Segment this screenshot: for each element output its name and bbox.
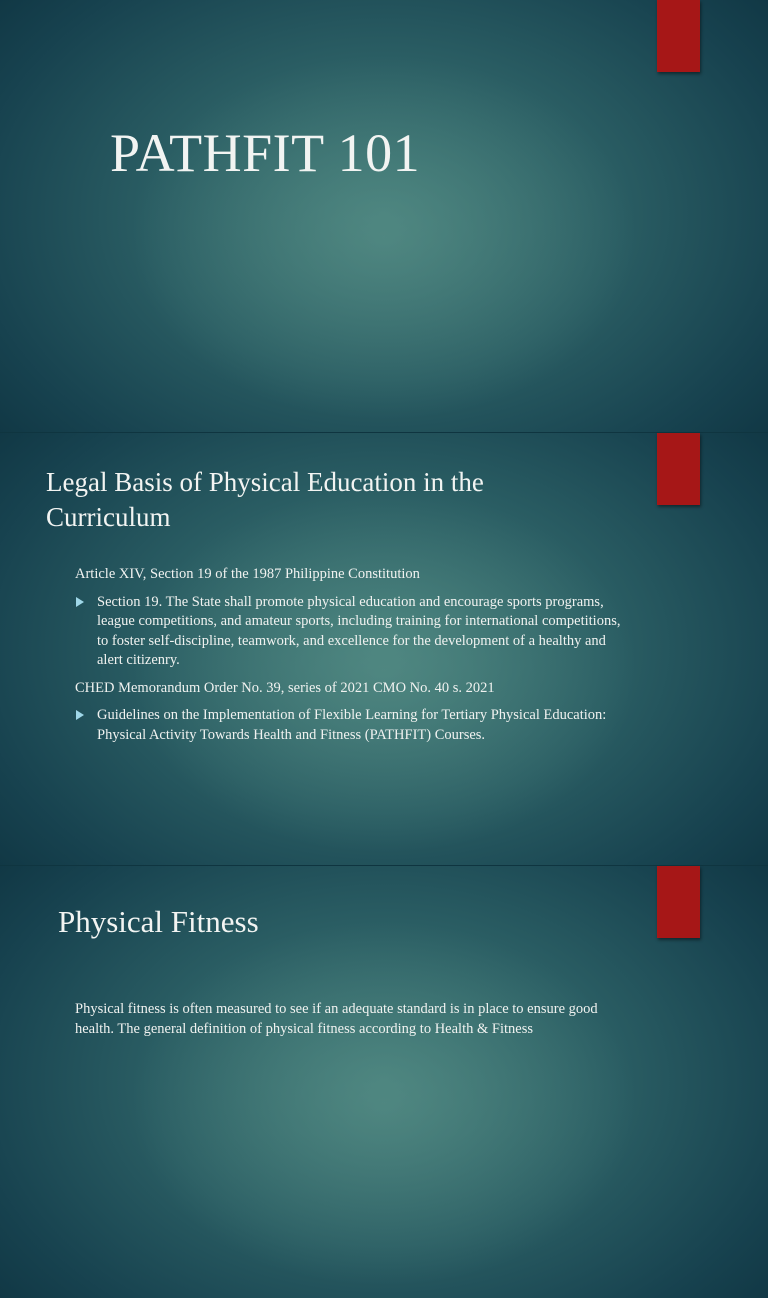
slide-2	[0, 433, 768, 865]
accent-bar	[657, 433, 700, 505]
bullet-text: Section 19. The State shall promote physical education and encourage sports programs, league competitions, and amateur sports, including training for international competitions, to foster self-discipline, teamwork, and excellence for the development of a healthy and alert citizenry.	[97, 593, 621, 668]
slide-title: PATHFIT 101	[110, 123, 421, 183]
triangle-bullet-icon	[76, 710, 84, 720]
slide-1	[0, 0, 768, 432]
paragraph: CHED Memorandum Order No. 39, series of 2021 CMO No. 40 s. 2021	[75, 679, 495, 696]
slide-content	[75, 565, 635, 753]
slide-title: Legal Basis of Physical Education in the Curriculum	[46, 467, 484, 532]
paragraph: Article XIV, Section 19 of the 1987 Philippine Constitution	[75, 566, 420, 582]
triangle-bullet-icon	[76, 597, 84, 607]
paragraph: Physical fitness is often measured to see if an adequate standard is in place to ensure good health. The general definition of physical fitness according to Health & Fitness	[75, 1001, 598, 1037]
bullet-text: Guidelines on the Implementation of Flexible Learning for Tertiary Physical Education: Physical Activity Towards Health and Fitness (PATHFIT) Courses.	[97, 707, 607, 743]
bullet-item	[75, 593, 635, 671]
accent-bar	[657, 0, 700, 72]
bullet-item	[75, 706, 635, 745]
slide-3	[0, 866, 768, 1298]
slide-title: Physical Fitness	[58, 904, 259, 939]
accent-bar	[657, 866, 700, 938]
